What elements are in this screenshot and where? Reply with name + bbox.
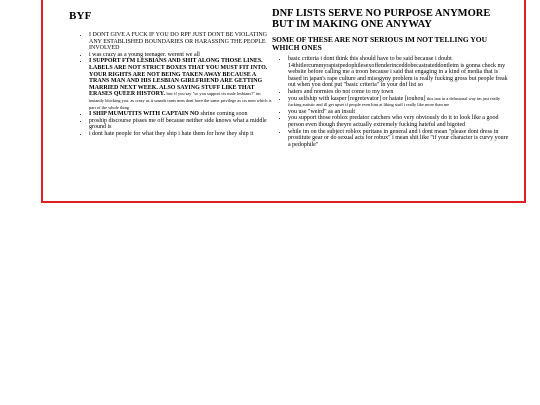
list-item-note: btw if you say "so you support cis male lesbians?" im instantly blocking you. as crazy as it sounds trans men dont have the same privilege as cis men which is part of the whole thing [89, 91, 272, 110]
right-column [272, 0, 512, 148]
byf-list [65, 32, 275, 138]
list-item: • proship discourse pisses me off because neither side knows what a middle ground is [89, 118, 275, 131]
list-item: • I SHIP MUMUTITS WITH CAPTAIN NO shrine coming soon [89, 111, 275, 118]
dnf-subtitle: SOME OF THESE ARE NOT SERIOUS IM NOT TELLING YOU WHICH ONES [272, 35, 487, 52]
list-item: • I SUPPORT FTM LESBIANS AND SHIT ALONG THOSE LINES. LABELS ARE NOT STRICT BOXES THAT YOU MUST FIT INTO. YOUR RIGHTS ARE NOT BEING TAKEN AWAY BECAUSE A TRANS MAN AND HIS LESBIAN GIRLFRIEND ARE GETTING MARRIED NEXT WEEK. ALSO SAYING STUFF LIKE THAT ERASES QUEER HISTORY. btw if you say "so you support cis male lesbians?" im instantly blocking you. as crazy as it sounds trans men dont have the same privilege as cis men which is part of the whole thing [89, 58, 275, 111]
left-column [65, 0, 275, 138]
list-item: • basic criteria i dont think this should have to be said because i doubt 14thitlercummyrapistpedophilesexoffenderinceddobecastrateddontletm is gonna check my website before calling me a troon because i said that engaging in a kind of media that is based in japan's rape culture and misogyny problem is really fucking gross but people freak out when you dont put "basic criteria" in your dnf list so [288, 56, 512, 89]
byf-heading: BYF [69, 10, 92, 22]
list-item: • haters and normies do not come to my town [288, 89, 512, 96]
list-item: • while im on the subject roblox puritans in general and i dont mean "please dont dress in prostitute gear or do sexual acts for robux" i mean shit like "if your character is curvy youre a pedophile" [288, 129, 512, 149]
list-item-note: this isnt in a delusional way im just really fucking autistic and ill get upset if people even hint at liking stuff i really like more than me [288, 95, 501, 108]
list-item-note: shrine coming soon [200, 111, 248, 118]
list-item: • i dont hate people for what they ship i hate them for how they ship it [89, 131, 275, 138]
content-frame [41, 0, 526, 203]
dnf-list [272, 56, 512, 148]
list-item: • i was crazy as a young teenager. werent we all [89, 52, 275, 59]
list-item: • you support those roblox predator catchers who very obviously do it to look like a good person even though theyre actually extremely fucking hateful and bigoted [288, 115, 512, 128]
list-item: • you use "weird" as an insult [288, 109, 512, 116]
dnf-heading: DNF LISTS SERVE NO PURPOSE ANYMORE BUT IM MAKING ONE ANYWAY [272, 8, 491, 30]
list-item: • I DONT GIVE A FUCK IF YOU DO RPF JUST DONT BE VIOLATING ANY ESTABLISHED BOUNDARIES OR HARASSING THE PEOPLE INVOLVED [89, 32, 275, 52]
list-item: • you selfship with kasper [regretevator] or hatate [touhou] this isnt in a delusional way im just really fucking autistic and ill get upset if people even hint at liking stuff i really like more than me [288, 96, 512, 109]
